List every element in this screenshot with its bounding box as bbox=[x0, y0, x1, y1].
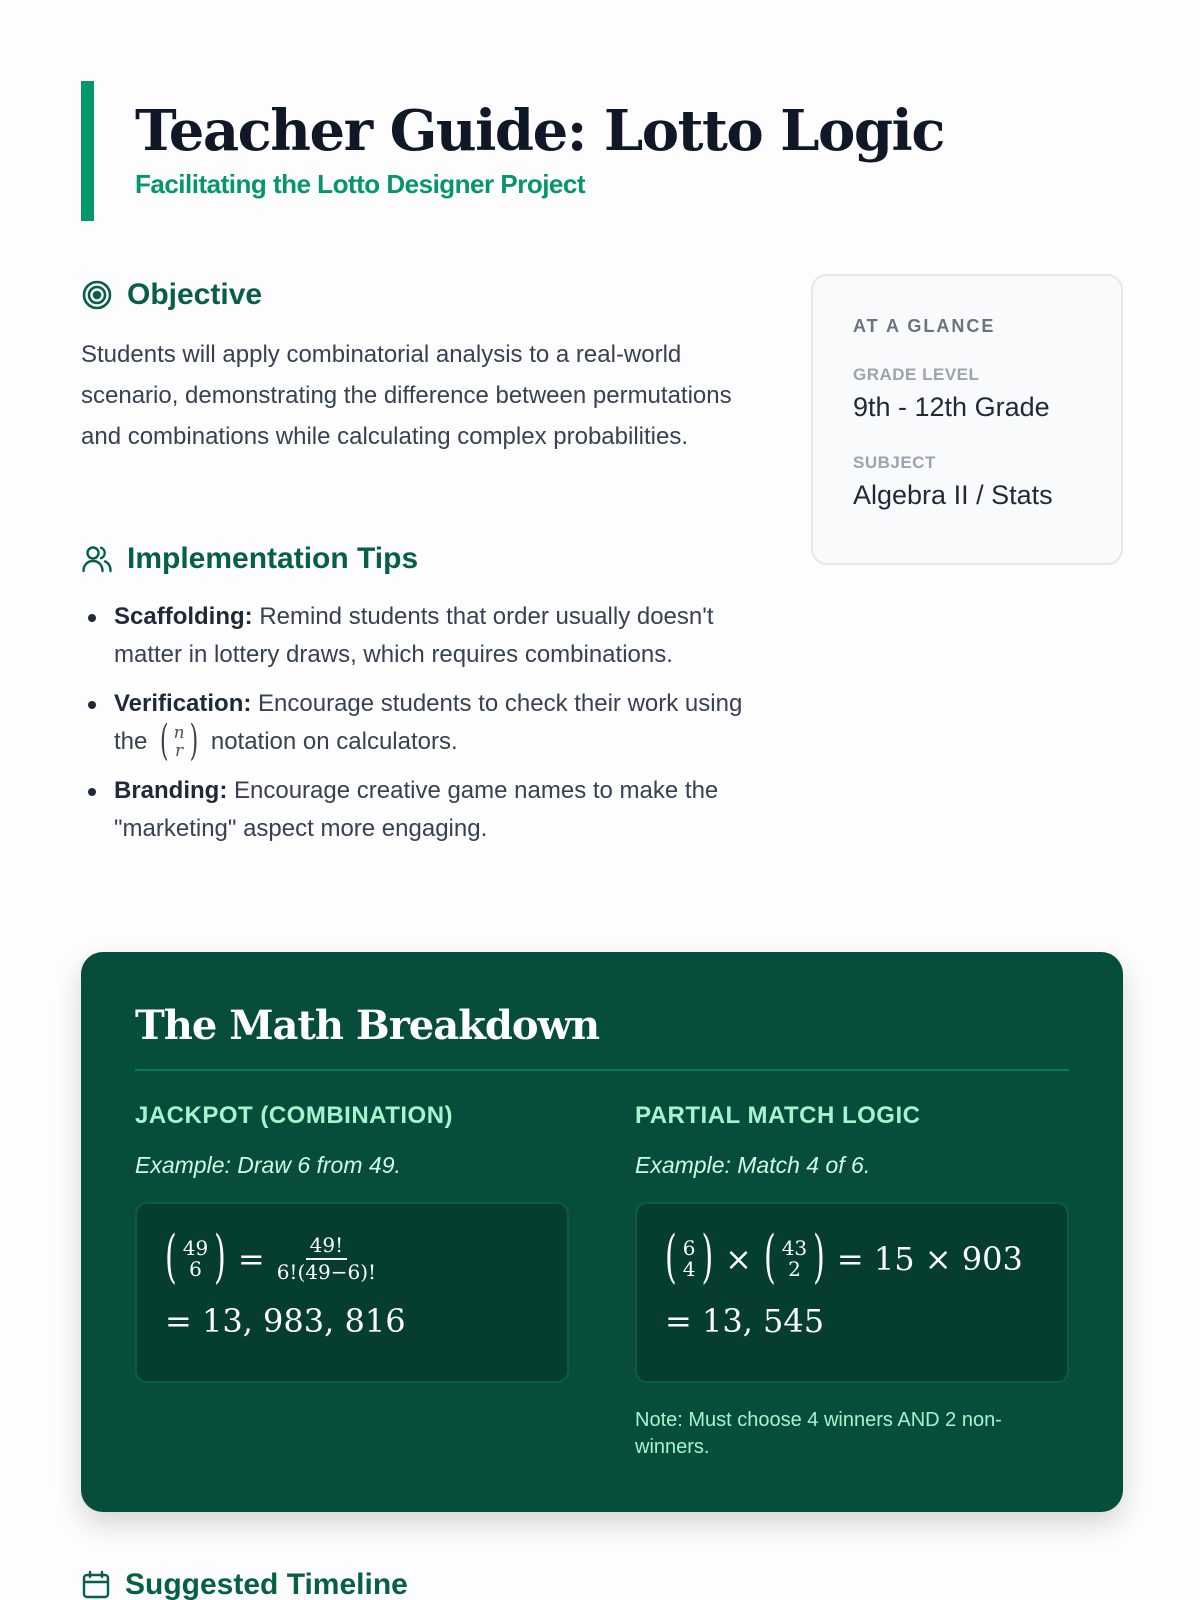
tip-label: Verification: bbox=[114, 690, 252, 717]
math-breakdown-panel bbox=[81, 952, 1123, 1512]
page-header bbox=[81, 81, 944, 221]
partial-formula-line bbox=[665, 1224, 1039, 1292]
jackpot-formula-line bbox=[165, 1224, 539, 1292]
factorial-fraction bbox=[277, 1233, 376, 1285]
binom-top: n bbox=[173, 722, 185, 743]
binom-notation: ( n r ) bbox=[160, 717, 199, 766]
at-a-glance-card bbox=[811, 274, 1123, 565]
partial-note: Note: Must choose 4 winners AND 2 non-winners. bbox=[635, 1409, 1002, 1458]
timeline-heading bbox=[81, 1568, 408, 1600]
binom-bottom: 4 bbox=[682, 1257, 696, 1281]
partial-formula bbox=[635, 1202, 1069, 1383]
users-icon bbox=[81, 543, 113, 575]
tip-item bbox=[81, 772, 761, 848]
jackpot-formula bbox=[135, 1202, 569, 1383]
binom-49-6: ( 49 6 ) bbox=[165, 1224, 226, 1292]
fraction-numerator: 49! bbox=[306, 1233, 348, 1260]
binom-bottom: 6 bbox=[189, 1257, 202, 1281]
partial-match-column bbox=[635, 1102, 1069, 1461]
objective-heading-label: Objective bbox=[127, 278, 263, 311]
partial-example: Example: Match 4 of 6. bbox=[635, 1152, 871, 1178]
binom-6-4: ( 6 4 ) bbox=[665, 1224, 714, 1292]
equals-sign: = bbox=[237, 1240, 265, 1278]
tip-item bbox=[81, 685, 761, 766]
tip-item bbox=[81, 598, 761, 674]
objective-text: Students will apply combinatorial analysis to a real-world scenario, demonstrating the difference between permutations and combinations while calculating complex probabilities. bbox=[81, 341, 732, 450]
jackpot-example: Example: Draw 6 from 49. bbox=[135, 1152, 401, 1178]
binom-bottom: r bbox=[175, 740, 184, 761]
objective-heading bbox=[81, 278, 262, 312]
tip-text: Remind students that order usually doesn't matter in lottery draws, which requires combinations. bbox=[114, 603, 714, 668]
tips-heading-label: Implementation Tips bbox=[127, 542, 419, 575]
math-breakdown-title: The Math Breakdown bbox=[135, 1002, 1069, 1071]
tips-list bbox=[81, 598, 761, 859]
tip-text: Encourage creative game names to make the "marketing" aspect more engaging. bbox=[114, 777, 719, 842]
binom-top: 49 bbox=[182, 1236, 209, 1260]
binom-top: 43 bbox=[781, 1236, 808, 1260]
page-title: Teacher Guide: Lotto Logic bbox=[135, 98, 944, 164]
subject-label: SUBJECT bbox=[853, 453, 936, 472]
subject-value: Algebra II / Stats bbox=[853, 480, 1053, 510]
target-icon bbox=[81, 279, 113, 311]
partial-heading: PARTIAL MATCH LOGIC bbox=[635, 1102, 921, 1129]
tip-text: notation on calculators. bbox=[204, 728, 458, 755]
binom-43-2: ( 43 2 ) bbox=[763, 1224, 825, 1292]
glance-title: AT A GLANCE bbox=[853, 316, 996, 336]
times-sign: × bbox=[725, 1240, 752, 1278]
page-subtitle: Facilitating the Lotto Designer Project bbox=[135, 169, 585, 199]
timeline-heading-label: Suggested Timeline bbox=[125, 1568, 408, 1600]
fraction-denominator: 6!(49−6)! bbox=[276, 1260, 377, 1284]
tip-label: Branding: bbox=[114, 777, 228, 804]
tips-heading bbox=[81, 542, 418, 576]
partial-product: = 15 × 903 bbox=[836, 1240, 1023, 1278]
binom-top: 6 bbox=[682, 1236, 696, 1260]
grade-level-label: GRADE LEVEL bbox=[853, 365, 980, 384]
jackpot-heading: JACKPOT (COMBINATION) bbox=[135, 1102, 454, 1129]
calendar-icon bbox=[81, 1570, 111, 1600]
partial-result: = 13, 545 bbox=[665, 1302, 825, 1340]
jackpot-column bbox=[135, 1102, 569, 1383]
tip-text: Encourage students to check their work using the bbox=[114, 690, 743, 755]
binom-bottom: 2 bbox=[788, 1257, 801, 1281]
grade-level-value: 9th - 12th Grade bbox=[853, 392, 1050, 422]
tip-label: Scaffolding: bbox=[114, 603, 253, 630]
jackpot-result: = 13, 983, 816 bbox=[165, 1302, 406, 1340]
